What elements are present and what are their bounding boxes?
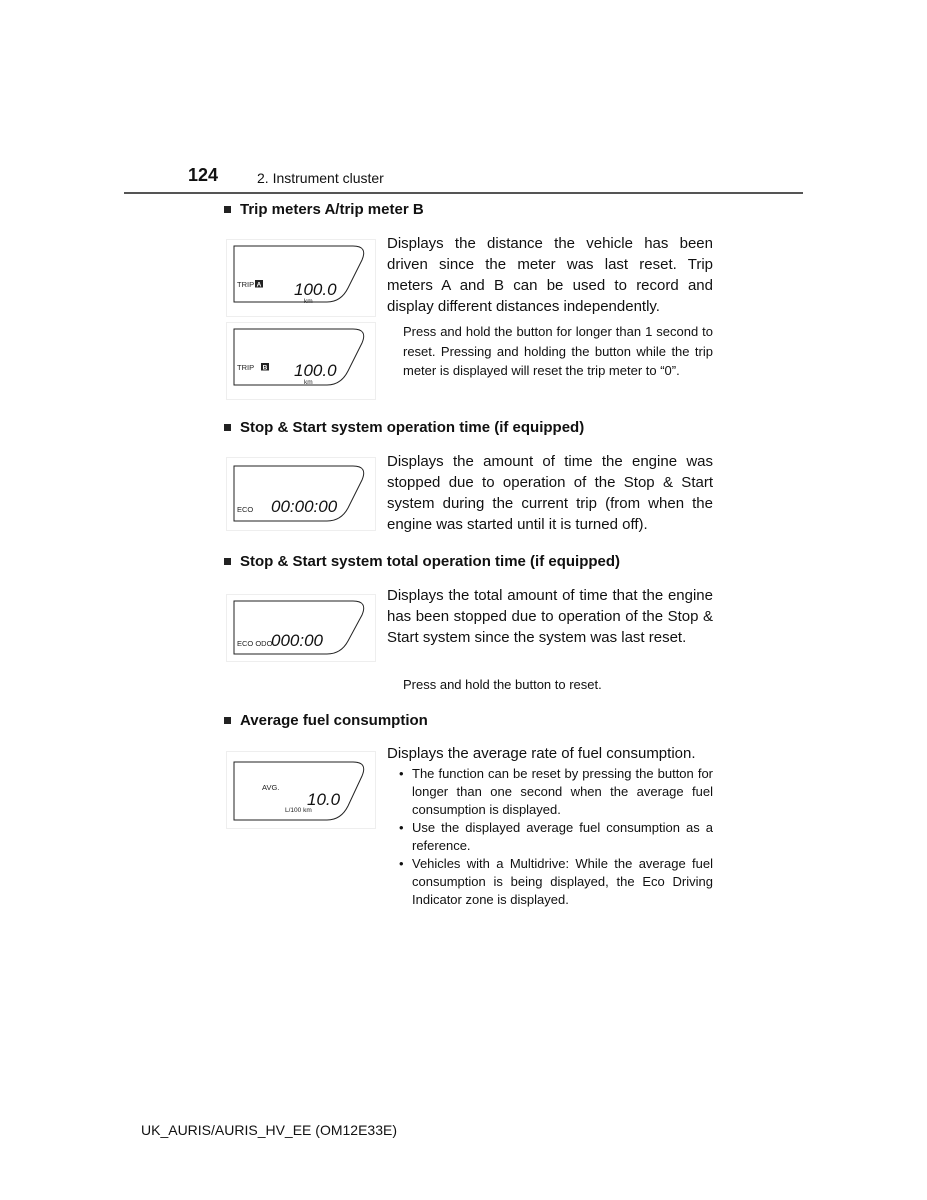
header-divider — [124, 192, 803, 194]
heading-text: Stop & Start system total operation time (if equipped) — [240, 553, 621, 570]
eco-label: ECO — [237, 505, 254, 514]
eco-time-value: 00:00:00 — [271, 497, 338, 516]
eco-odo-label: ECO ODO — [237, 639, 273, 648]
trip-label: TRIP — [237, 280, 255, 289]
avg-label: AVG. — [262, 783, 280, 792]
avg-fuel-lcd — [227, 752, 375, 828]
section-heading-stop-start-time — [224, 419, 584, 436]
trip-meters-note: Press and hold the button for longer than 1 second to reset. Pressing and holding the button while the trip meter is displayed will reset the trip meter to “0”. — [403, 324, 713, 378]
list-item: • The function can be reset by pressing the button for longer than one second when the average fuel consumption is displayed. — [399, 766, 713, 817]
stop-start-total-description: Displays the total amount of time that the engine has been stopped due to operation of the Stop & Start system since the system was last reset. — [387, 587, 713, 646]
document-code-footer: UK_AURIS/AURIS_HV_EE (OM12E33E) — [141, 1122, 397, 1138]
trip-label: TRIP — [237, 363, 255, 372]
eco-odo-lcd — [227, 595, 375, 661]
list-item: • Use the displayed average fuel consumption as a reference. — [399, 820, 713, 853]
trip-badge: B — [262, 364, 268, 372]
square-bullet-icon — [224, 424, 231, 431]
avg-fuel-display-illustration — [226, 751, 376, 829]
section-heading-average-fuel — [224, 712, 428, 729]
trip-b-lcd — [227, 323, 375, 399]
trip-b-display-illustration — [226, 322, 376, 400]
page-number: 124 — [188, 165, 219, 185]
average-fuel-description: Displays the average rate of fuel consumption. — [387, 745, 696, 762]
trip-unit: km — [304, 298, 313, 305]
trip-meters-description: Displays the distance the vehicle has been driven since the meter was last reset. Trip meters A and B can be used to record and display different distances independently. — [387, 235, 713, 315]
avg-unit: L/100 km — [285, 807, 312, 814]
trip-badge: A — [256, 281, 262, 289]
avg-value: 10.0 — [307, 790, 341, 809]
eco-odo-value: 000:00 — [271, 631, 323, 650]
stop-start-total-note: Press and hold the button to reset. — [403, 677, 602, 692]
chapter-title: 2. Instrument cluster — [257, 170, 384, 186]
trip-value: 100.0 — [294, 361, 337, 380]
eco-time-lcd — [227, 458, 375, 530]
trip-value: 100.0 — [294, 280, 337, 299]
square-bullet-icon — [224, 206, 231, 213]
stop-start-time-description: Displays the amount of time the engine was stopped due to operation of the Stop & Start system during the current trip (from when the engine was started until it is turned off). — [387, 453, 713, 533]
list-item: • Vehicles with a Multidrive: While the average fuel consumption is being displayed, the Eco Driving Indicator zone is displayed. — [399, 856, 713, 907]
section-heading-stop-start-total — [224, 553, 620, 570]
section-heading-trip-meters — [224, 201, 424, 218]
square-bullet-icon — [224, 717, 231, 724]
heading-text: Average fuel consumption — [240, 712, 428, 729]
square-bullet-icon — [224, 558, 231, 565]
list-item-text: Use the displayed average fuel consumption as a reference. — [412, 820, 713, 853]
heading-text: Stop & Start system operation time (if equipped) — [240, 419, 585, 436]
list-item-text: Vehicles with a Multidrive: While the average fuel consumption is being displayed, the Eco Driving Indicator zone is displayed. — [412, 856, 713, 907]
trip-a-display-illustration — [226, 239, 376, 317]
list-item-text: The function can be reset by pressing the button for longer than one second when the average fuel consumption is displayed. — [412, 766, 713, 817]
trip-unit: km — [304, 379, 313, 386]
eco-odo-display-illustration — [226, 594, 376, 662]
trip-a-lcd — [227, 240, 375, 316]
average-fuel-bullet-list — [398, 765, 713, 909]
eco-time-display-illustration — [226, 457, 376, 531]
heading-text: Trip meters A/trip meter B — [240, 201, 424, 218]
